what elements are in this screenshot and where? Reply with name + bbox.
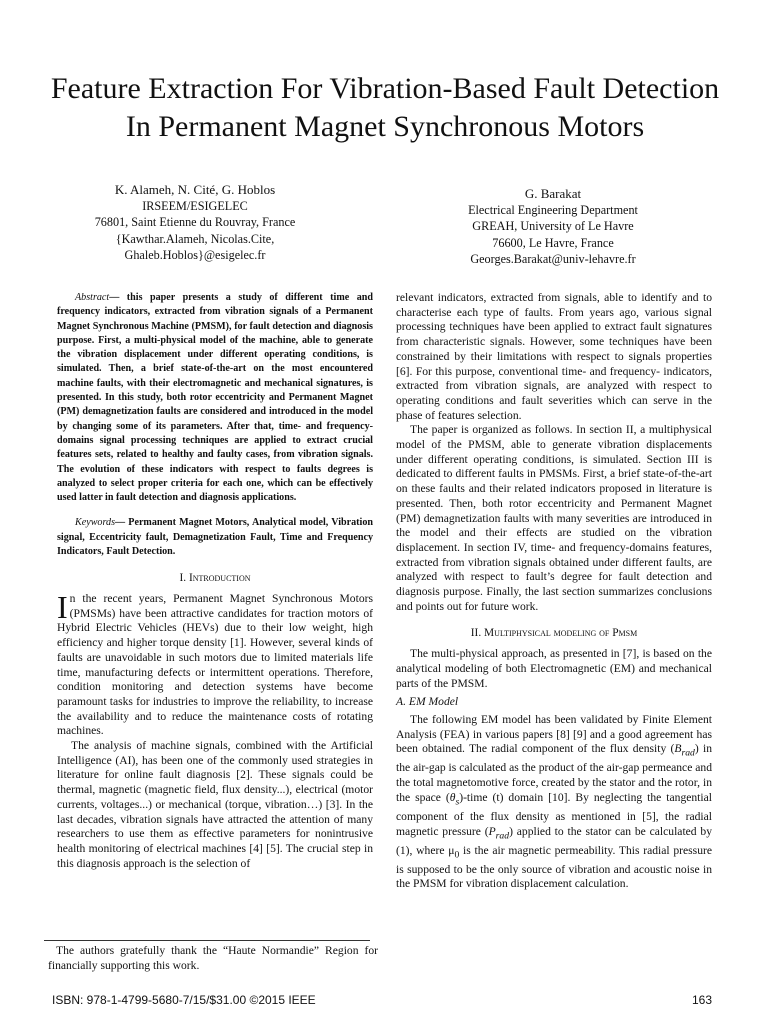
- modeling-paragraph: The multi-physical approach, as presented in [7], is based on the analytical modeling of both Electromagnetic (EM) and mechanical parts of the PMSM.: [396, 647, 712, 690]
- footnote-divider: [44, 940, 370, 941]
- paragraph-text: ) applied to the stator can be calculated by (1), where μ: [396, 824, 712, 857]
- intro-paragraph: The analysis of machine signals, combined with the Artificial Intelligence (AI), has been one of the commonly used strategies in literature for online fault diagnosis [2]. These signals could be thermal, magnetic (magnetic field, flux density...), electrical (motor currents, voltages...) or mechanical (torque, vibration…) [3]. In the last decades, vibration signals have attracted the attention of many researchers to use them as effective parameters for nonintrusive health monitoring of electrical machines [4] [5]. The crucial step in this diagnosis approach is the selection of: [57, 739, 373, 870]
- symbol-text: B: [674, 742, 682, 756]
- author-affiliation: IRSEEM/ESIGELEC: [142, 199, 248, 214]
- symbol-subscript: rad: [495, 829, 510, 841]
- intro-paragraph-text: n the recent years, Permanent Magnet Synchronous Motors (PMSMs) have been attractive candidates for traction motors of Hybrid Electric Vehicles (HEVs) due to their low weight, high efficiency and higher torque density [1]. However, several kinds of faults are unavoidable in such motors due to limited materials life time, manufacturing defects or intermittent operations. Therefore, condition monitoring and detection systems have become paramount tasks for industries to improve the reliability, to increase the availability and to reduce the maintenance costs of rotating machines.: [57, 592, 373, 738]
- keywords: [57, 516, 373, 559]
- author-block-right: [408, 186, 698, 267]
- author-email: Ghaleb.Hoblos}@esigelec.fr: [124, 247, 266, 262]
- symbol-p-rad: [488, 824, 510, 841]
- intro-paragraph: The paper is organized as follows. In section II, a multiphysical model of the PMSM, able to generate vibration displacements under different operating conditions, is simulated. Section III is dedicated to different faults in PMSMs. First, a brief state-of-the-art on these faults and their related indicators proposed in literature is presented. Then, both rotor eccentricity and Permanent Magnet (PM) demagnetization faults with many severities are introduced in the model and their effects are studied on the vibration displacement. In section IV, time- and frequency-domains features, extracted from vibration signals obtained under different faults, are analyzed with respect to fault’s degree for fault detection and diagnosis purpose. Finally, the last section summarizes conclusions and points out for future work.: [396, 423, 712, 613]
- symbol-subscript: s: [455, 796, 460, 808]
- author-block-left: [60, 182, 330, 263]
- right-column: [396, 291, 712, 892]
- author-address: 76600, Le Havre, France: [492, 235, 614, 250]
- author-names: G. Barakat: [524, 186, 582, 201]
- subsection-heading-em-model: A. EM Model: [396, 695, 459, 709]
- keywords-text: — Permanent Magnet Motors, Analytical model, Vibration signal, Eccentricity fault, Demagnetization Fault, Time and Frequency Indicators, Fault Detection.: [57, 517, 373, 558]
- author-email: {Kawthar.Alameh, Nicolas.Cite,: [115, 231, 275, 246]
- symbol-b-rad: [674, 742, 695, 759]
- symbol-text: θ: [449, 790, 456, 804]
- abstract-text: — this paper presents a study of different time and frequency indicators, extracted from vibration signals of a Permanent Magnet Synchronous Machine (PMSM), for fault detection and diagnosis purpose. First, a multi-physical model of the machine, able to generate the vibration displacement under different operating conditions, is simulated. Then, a brief state-of-the-art on the most encountered machine faults, with their electromagnetic and mechanical signatures, is presented. In this study, both rotor eccentricity and Permanent Magnet (PM) demagnetization faults are considered and introduced in the model by changing some of its parameters. After that, time- and frequency-domains signal processing techniques are applied to extract crucial features sets, related to healthy and faulty cases, from vibration signals. The evolution of these indicators with respect to faults degrees is analyzed to select proper criteria for each one, which can be effectively used latter in fault detection and diagnosis applications.: [57, 292, 373, 504]
- paragraph-text: is the air magnetic permeability. This radial pressure is supposed to be the only source of vibration and acoustic noise in the PMSM for vibration displacement calculation.: [396, 843, 712, 891]
- symbol-text: P: [488, 824, 496, 838]
- paragraph-text: The following EM model has been validated by Finite Element Analysis (FEA) in various papers [8] [9] and a good agreement has been obtained. The radial component of the flux density (: [396, 712, 712, 756]
- symbol-subscript: 0: [454, 848, 460, 860]
- author-affiliation: GREAH, University of Le Havre: [472, 219, 634, 234]
- author-email: Georges.Barakat@univ-lehavre.fr: [470, 251, 636, 266]
- footnote: The authors gratefully thank the “Haute Normandie” Region for financially supporting this work.: [48, 944, 378, 972]
- intro-paragraph: relevant indicators, extracted from signals, able to identify and to characterise each type of faults. From years ago, various signal processing techniques have been applied to extract fault signatures from characteristic signals. However, some techniques have been constrained by their limitations with respect to signals properties [6]. For this purpose, conventional time- and frequency- indicators, extracted from vibration signals, are analyzed with respect to operating conditions and fault severities which can serve in the phase of features selection.: [396, 291, 712, 422]
- paper-title: Feature Extraction For Vibration-Based Fault Detection In Permanent Magnet Synchronous Motors: [50, 72, 720, 143]
- em-model-paragraph: [396, 713, 712, 892]
- paragraph-text: ) in the air-gap is calculated as the product of the air-gap permeance and the total magnetomotive force, created by the stator and the rotor, in the space (: [396, 742, 712, 804]
- author-address: 76801, Saint Etienne du Rouvray, France: [94, 215, 296, 230]
- keywords-label: Keywords: [75, 517, 116, 529]
- symbol-subscript: rad: [681, 747, 695, 759]
- abstract: [57, 291, 373, 505]
- left-column: [57, 291, 373, 871]
- section-heading-modeling: II. Multiphysical modeling of Pmsm: [470, 627, 638, 640]
- section-heading-introduction: I. Introduction: [179, 572, 251, 585]
- author-department: Electrical Engineering Department: [468, 203, 638, 218]
- intro-paragraph: [57, 589, 373, 739]
- dropcap: I: [57, 589, 68, 626]
- paragraph-text: )-time (t) domain [10]. By neglecting the tangential component of the flux density as mentioned in [5], the radial magnetic pressure (: [396, 790, 712, 838]
- symbol-theta-s: [449, 790, 460, 808]
- author-names: K. Alameh, N. Cité, G. Hoblos: [114, 182, 276, 197]
- footer-isbn: ISBN: 978-1-4799-5680-7/15/$31.00 ©2015 IEEE: [52, 993, 316, 1007]
- abstract-label: Abstract: [75, 292, 110, 303]
- page-number: 163: [692, 993, 713, 1007]
